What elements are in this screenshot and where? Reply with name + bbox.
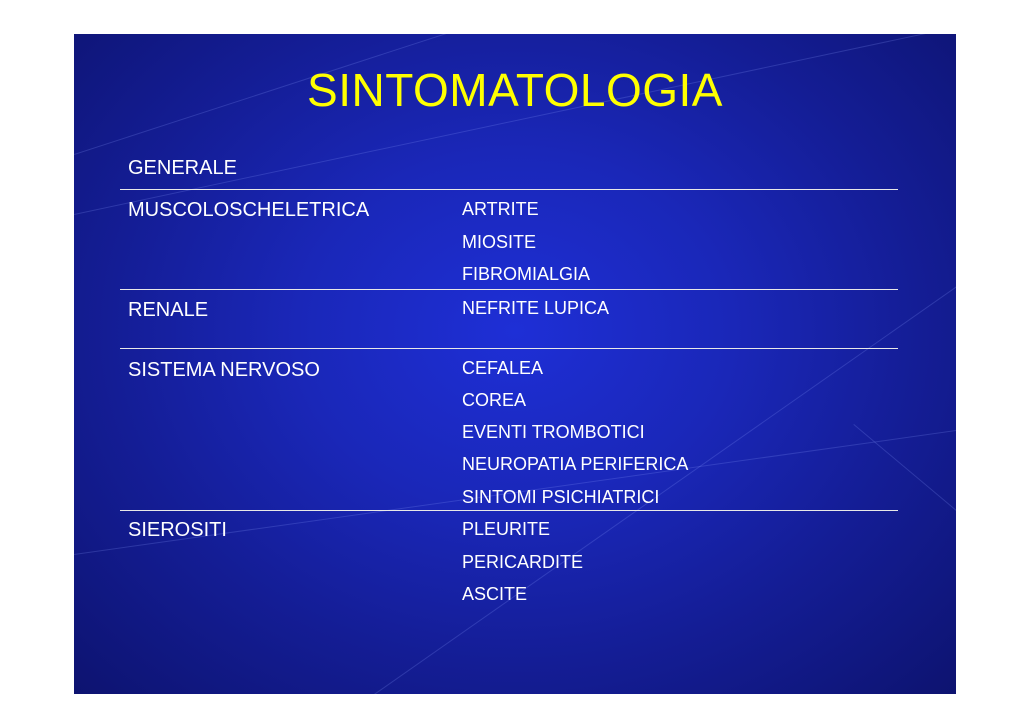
symptom-item: MIOSITE <box>462 232 537 252</box>
row-label-sierositi: SIEROSITI <box>128 519 227 541</box>
row-label-muscoloscheletrica: MUSCOLOSCHELETRICA <box>128 199 370 221</box>
row-divider <box>120 510 898 511</box>
symptom-item: EVENTI TROMBOTICI <box>462 422 645 442</box>
symptom-item: PERICARDITE <box>462 552 584 572</box>
symptom-item: PLEURITE <box>462 519 551 539</box>
symptom-item: ARTRITE <box>462 199 539 219</box>
symptom-item: FIBROMIALGIA <box>462 264 591 284</box>
slide-title: SINTOMATOLOGIA <box>307 64 723 116</box>
symptom-item: COREA <box>462 390 527 410</box>
symptom-item: NEUROPATIA PERIFERICA <box>462 454 689 474</box>
row-divider <box>120 189 898 190</box>
symptom-item: ASCITE <box>462 584 528 604</box>
background-streak <box>853 424 956 553</box>
row-divider <box>120 348 898 349</box>
symptom-item: SINTOMI PSICHIATRICI <box>462 487 660 507</box>
slide <box>74 34 956 694</box>
symptom-item: NEFRITE LUPICA <box>462 298 610 318</box>
row-divider <box>120 289 898 290</box>
symptom-item: CEFALEA <box>462 358 544 378</box>
row-label-sistema-nervoso: SISTEMA NERVOSO <box>128 359 320 381</box>
row-label-generale: GENERALE <box>128 157 237 179</box>
row-label-renale: RENALE <box>128 299 209 321</box>
